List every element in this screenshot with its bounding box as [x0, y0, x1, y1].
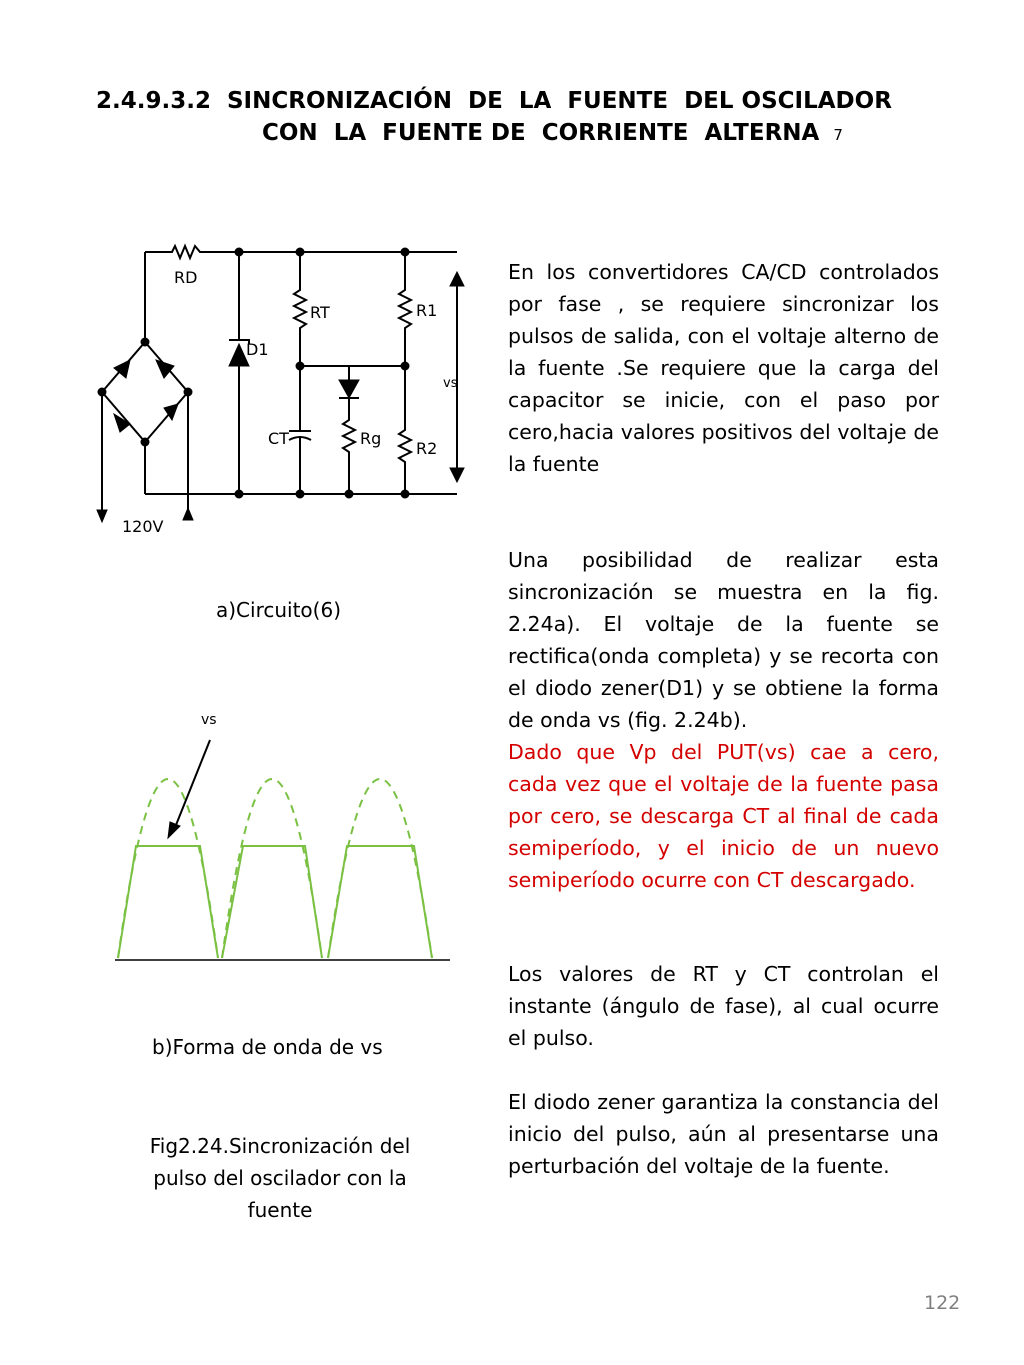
body-paragraph-1: [508, 256, 939, 480]
label-ct: CT: [268, 429, 289, 448]
label-source-voltage: 120V: [122, 517, 164, 536]
node-dot: [235, 490, 243, 498]
section-title-line2-text: CON LA FUENTE DE CORRIENTE ALTERNA: [262, 120, 820, 146]
label-rd: RD: [174, 268, 198, 287]
vs-pointer-arrow: [174, 740, 210, 830]
label-r1: R1: [416, 301, 438, 320]
label-rg: Rg: [360, 429, 382, 448]
circuit-symbols-filled: [97, 248, 464, 522]
label-r2: R2: [416, 439, 438, 458]
label-d1: D1: [246, 340, 269, 359]
figure-caption: Fig2.24.Sincronización del pulso del oscilador con la fuente: [149, 1134, 411, 1222]
node-dot: [235, 248, 243, 256]
node-dot: [296, 248, 304, 256]
waveform-plot: [115, 712, 450, 960]
page-number: 122: [924, 1292, 961, 1314]
paragraph-text: Una posibilidad de realizar esta sincronización se muestra en la fig. 2.24a). El voltaje de la fuente se rectifica(onda completa) y se recorta con el diodo zener(D1) y se obtiene la forma de onda vs (fig. 2.24b).: [508, 548, 939, 732]
node-dot: [401, 362, 409, 370]
label-rt: RT: [310, 303, 330, 322]
rectified-sine-dashed: [118, 779, 432, 958]
label-vs: vs: [443, 376, 458, 391]
section-title-line1: 2.4.9.3.2 SINCRONIZACIÓN DE LA FUENTE DEL OSCILADOR: [96, 88, 892, 114]
circuit-schematic: [102, 246, 457, 520]
body-paragraph-4: [508, 1086, 939, 1182]
clipped-waveform-vs: [118, 846, 432, 958]
waveform-label-vs: vs: [201, 712, 217, 728]
body-paragraph-3: [508, 958, 939, 1054]
node-dot: [98, 388, 106, 396]
node-dot: [401, 248, 409, 256]
paragraph-text: En los convertidores CA/CD controlados por fase , se requiere sincronizar los pulsos de salida, con el voltaje alterno de la fuente .Se requiere que la carga del capacitor se inicie, con el paso por cero,hacia valores positivos del voltaje de la fuente: [508, 260, 939, 476]
node-dot: [141, 338, 149, 346]
caption-waveform: b)Forma de onda de vs: [152, 1035, 383, 1059]
node-dot: [184, 388, 192, 396]
node-dot: [296, 490, 304, 498]
node-dot: [401, 490, 409, 498]
body-paragraph-2: [508, 544, 939, 896]
node-dot: [345, 490, 353, 498]
paragraph-red-text: Dado que Vp del PUT(vs) cae a cero, cada vez que el voltaje de la fuente pasa por cero, se descarga CT al final de cada semiperíodo, y el inicio de un nuevo semiperíodo ocurre con CT descargado.: [508, 740, 939, 892]
caption-circuit: a)Circuito(6): [216, 598, 341, 622]
paragraph-text: Los valores de RT y CT controlan el instante (ángulo de fase), al cual ocurre el pulso.: [508, 962, 939, 1050]
paragraph-text: El diodo zener garantiza la constancia del inicio del pulso, aún al presentarse una perturbación del voltaje de la fuente.: [508, 1090, 939, 1178]
node-dot: [296, 362, 304, 370]
node-dot: [141, 438, 149, 446]
footnote-ref: 7: [833, 126, 843, 144]
